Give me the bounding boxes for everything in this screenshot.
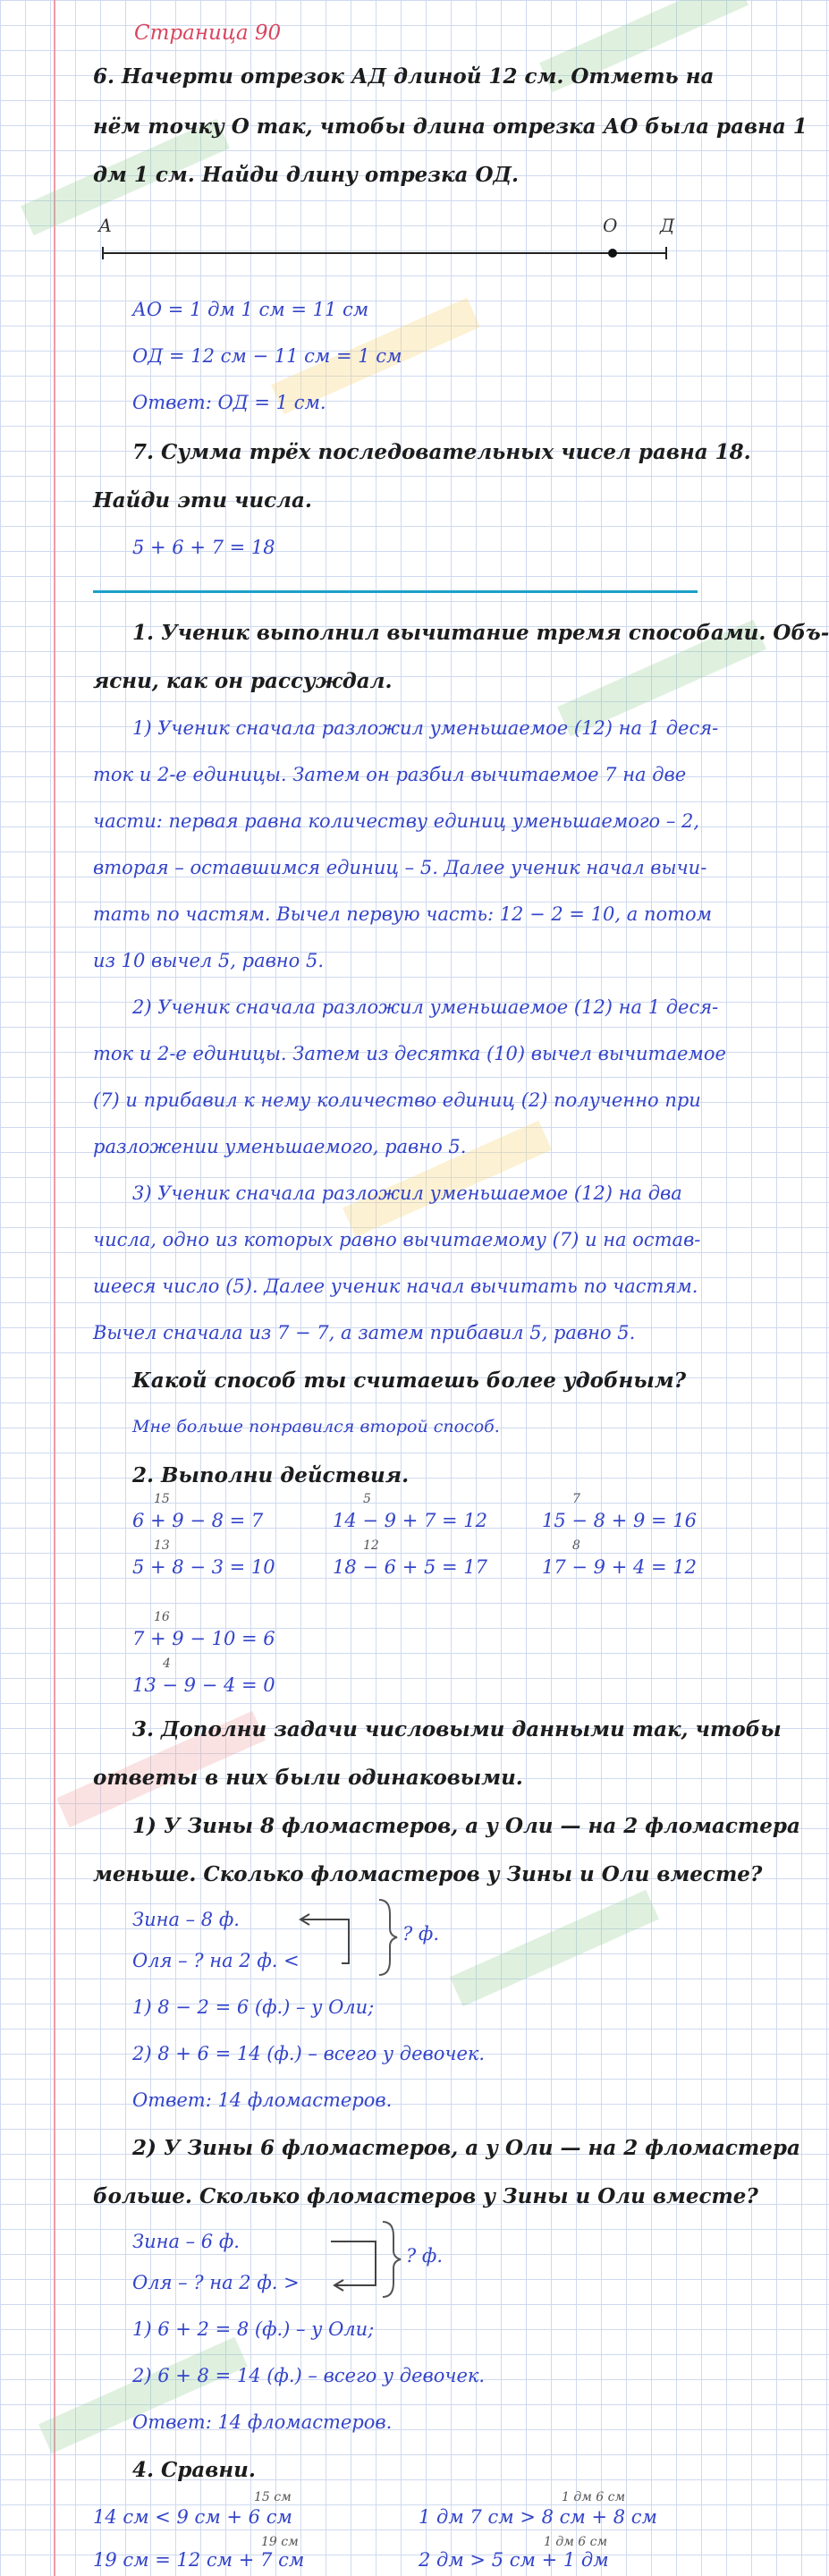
expression-hint: 15	[154, 1492, 170, 1506]
scheme-arrows	[259, 2218, 402, 2308]
segment-label-d: Д	[660, 215, 675, 236]
point-o	[608, 249, 617, 258]
expression-hint: 4	[163, 1657, 171, 1671]
section-1-answer: разложении уменьшаемого, равно 5.	[93, 1136, 467, 1157]
section-1-answer: числа, одно из которых равно вычитаемому (7) и на остав-	[93, 1229, 701, 1250]
section-1-answer-final: Мне больше понравился второй способ.	[132, 1417, 500, 1436]
comparison: 1 дм 7 см > 8 см + 8 см	[419, 2506, 657, 2528]
scheme-arrows	[259, 1896, 402, 1986]
comparison-hint: 1 дм 6 см	[544, 2535, 608, 2549]
problem-1-line: меньше. Сколько фломастеров у Зины и Оли вместе?	[93, 1862, 763, 1886]
section-divider	[93, 590, 698, 593]
section-1-question: Какой способ ты считаешь более удобным?	[132, 1368, 687, 1393]
expression: 17 − 9 + 4 = 12	[542, 1556, 698, 1578]
scheme-olya: Оля – ? на 2 ф. <	[132, 1950, 300, 1971]
expression: 18 − 6 + 5 = 17	[333, 1556, 488, 1578]
problem-1-answer: 2) 8 + 6 = 14 (ф.) – всего у девочек.	[132, 2043, 486, 2064]
expression-hint: 13	[154, 1538, 170, 1553]
problem-1-answer: 1) 8 − 2 = 6 (ф.) – у Оли;	[132, 1996, 375, 2018]
watermark	[450, 1890, 659, 2007]
problem-2-line: 2) У Зины 6 фломастеров, а у Оли — на 2 фломастера	[132, 2136, 800, 2160]
section-1-answer: ток и 2-е единицы. Затем из десятка (10) вычел вычитаемое	[93, 1043, 726, 1064]
comparison-hint: 1 дм 6 см	[562, 2490, 626, 2504]
task-7-answer: 5 + 6 + 7 = 18	[132, 537, 275, 558]
watermark	[38, 2337, 248, 2454]
scheme-olya: Оля – ? на 2 ф. >	[132, 2272, 300, 2293]
task-6-line: нём точку О так, чтобы длина отрезка АО была равна 1	[93, 114, 808, 139]
problem-2-line: больше. Сколько фломастеров у Зины и Оли вместе?	[93, 2184, 758, 2208]
expression: 7 + 9 − 10 = 6	[132, 1628, 275, 1649]
section-1-answer: 2) Ученик сначала разложил уменьшаемое (12) на 1 деся-	[132, 996, 719, 1018]
section-1-answer: Вычел сначала из 7 − 7, а затем прибавил 5, равно 5.	[93, 1322, 636, 1343]
expression: 5 + 8 − 3 = 10	[132, 1556, 275, 1578]
task-6-answer: Ответ: ОД = 1 см.	[132, 392, 326, 413]
section-3-title: 3. Дополни задачи числовыми данными так, чтобы	[132, 1717, 782, 1741]
scheme-brace-question: ? ф.	[402, 1923, 440, 1945]
section-1-answer: 3) Ученик сначала разложил уменьшаемое (12) на два	[132, 1182, 682, 1204]
segment-label-o: О	[603, 215, 618, 236]
section-1-answer: части: первая равна количеству единиц уменьшаемого – 2,	[93, 810, 700, 832]
segment-ad	[103, 252, 666, 254]
task-6-line: дм 1 см. Найди длину отрезка ОД.	[93, 163, 519, 187]
problem-2-answer: 1) 6 + 2 = 8 (ф.) – у Оли;	[132, 2318, 375, 2340]
expression: 6 + 9 − 8 = 7	[132, 1510, 264, 1531]
expression: 15 − 8 + 9 = 16	[542, 1510, 698, 1531]
section-1-answer: тать по частям. Вычел первую часть: 12 − 2 = 10, а потом	[93, 903, 713, 925]
scheme-zina: Зина – 6 ф.	[132, 2231, 240, 2252]
expression-hint: 7	[572, 1492, 580, 1506]
problem-1-answer: Ответ: 14 фломастеров.	[132, 2089, 393, 2111]
expression-hint: 5	[363, 1492, 371, 1506]
expression-hint: 16	[154, 1610, 170, 1624]
section-1-answer: ток и 2-е единицы. Затем он разбил вычитаемое 7 на две	[93, 764, 687, 785]
comparison-hint: 15 см	[254, 2490, 292, 2504]
page-title: Страница 90	[134, 21, 282, 45]
task-6-line: 6. Начерти отрезок АД длиной 12 см. Отметь на	[93, 64, 715, 89]
segment-tick-a	[102, 247, 104, 259]
section-1-answer: из 10 вычел 5, равно 5.	[93, 950, 324, 971]
section-1-answer: (7) и прибавил к нему количество единиц (2) полученно при	[93, 1089, 701, 1111]
problem-1-line: 1) У Зины 8 фломастеров, а у Оли — на 2 фломастера	[132, 1814, 800, 1838]
notebook-margin-line	[54, 0, 55, 2576]
comparison-hint: 19 см	[261, 2535, 299, 2549]
section-1-answer: вторая – оставшимся единиц – 5. Далее ученик начал вычи-	[93, 857, 707, 878]
section-1-answer: шееся число (5). Далее ученик начал вычитать по частям.	[93, 1275, 698, 1297]
task-6-answer: ОД = 12 см − 11 см = 1 см	[132, 345, 402, 367]
expression-hint: 12	[363, 1538, 379, 1553]
expression-hint: 8	[572, 1538, 580, 1553]
expression: 14 − 9 + 7 = 12	[333, 1510, 488, 1531]
task-7-line: Найди эти числа.	[93, 488, 312, 513]
section-4-title: 4. Сравни.	[132, 2458, 256, 2482]
segment-tick-d	[665, 247, 667, 259]
section-1-line: 1. Ученик выполнил вычитание тремя способами. Объ-	[132, 621, 829, 645]
section-2-title: 2. Выполни действия.	[132, 1463, 410, 1487]
segment-label-a: А	[98, 215, 113, 236]
task-7-line: 7. Сумма трёх последовательных чисел равна 18.	[132, 440, 751, 464]
problem-2-answer: Ответ: 14 фломастеров.	[132, 2411, 393, 2433]
comparison: 19 см = 12 см + 7 см	[93, 2549, 305, 2571]
section-1-line: ясни, как он рассуждал.	[93, 669, 393, 693]
expression: 13 − 9 − 4 = 0	[132, 1674, 275, 1696]
task-6-answer: АО = 1 дм 1 см = 11 см	[132, 299, 369, 320]
problem-2-answer: 2) 6 + 8 = 14 (ф.) – всего у девочек.	[132, 2365, 486, 2386]
scheme-zina: Зина – 8 ф.	[132, 1909, 240, 1930]
section-3-title: ответы в них были одинаковыми.	[93, 1766, 523, 1790]
comparison: 14 см < 9 см + 6 см	[93, 2506, 292, 2528]
scheme-brace-question: ? ф.	[406, 2245, 444, 2267]
comparison: 2 дм > 5 см + 1 дм	[419, 2549, 609, 2571]
section-1-answer: 1) Ученик сначала разложил уменьшаемое (12) на 1 деся-	[132, 717, 719, 739]
